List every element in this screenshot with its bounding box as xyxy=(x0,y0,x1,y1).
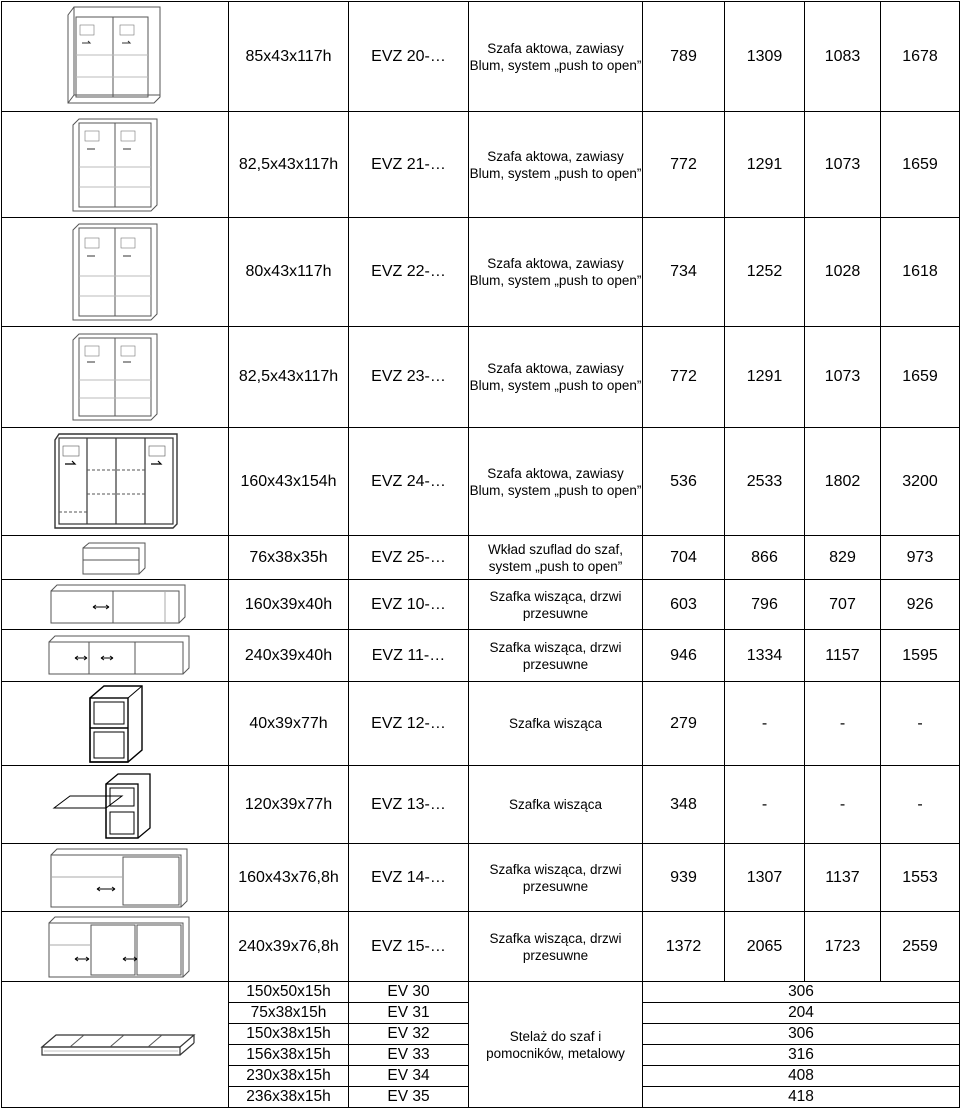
code-cell: EVZ 12-… xyxy=(349,682,469,766)
code-cell: EVZ 21-… xyxy=(349,112,469,218)
price-cell: 1595 xyxy=(881,630,960,682)
price-cell: 408 xyxy=(643,1066,960,1087)
table-row xyxy=(2,682,960,766)
tall-hanging-cabinet-icon xyxy=(2,844,229,912)
description-cell: Szafka wisząca xyxy=(469,766,643,844)
dimension-cell: 240x39x40h xyxy=(229,630,349,682)
code-cell: EVZ 11-… xyxy=(349,630,469,682)
code-cell: EVZ 13-… xyxy=(349,766,469,844)
code-cell: EVZ 24-… xyxy=(349,428,469,536)
table-row xyxy=(2,2,960,112)
filing-cabinet-icon xyxy=(2,327,229,428)
price-cell: 796 xyxy=(725,580,805,630)
description-cell: Szafka wisząca, drzwi przesuwne xyxy=(469,630,643,682)
description-cell: Szafa aktowa, zawiasy Blum, system „push to open” xyxy=(469,428,643,536)
dimension-cell: 236x38x15h xyxy=(229,1087,349,1108)
table-row xyxy=(2,218,960,327)
price-cell: 306 xyxy=(643,982,960,1003)
price-cell: 2559 xyxy=(881,912,960,982)
dimension-cell: 85x43x117h xyxy=(229,2,349,112)
table-row xyxy=(2,766,960,844)
wide-filing-cabinet-icon xyxy=(2,428,229,536)
price-cell: 946 xyxy=(643,630,725,682)
tall-hanging-cabinet-wide-icon xyxy=(2,912,229,982)
price-cell: - xyxy=(881,766,960,844)
table-row xyxy=(2,580,960,630)
code-cell: EVZ 25-… xyxy=(349,536,469,580)
dimension-cell: 160x43x76,8h xyxy=(229,844,349,912)
price-cell: 1137 xyxy=(805,844,881,912)
description-cell: Stelaż do szaf i pomocników, metalowy xyxy=(469,982,643,1108)
price-cell: 866 xyxy=(725,536,805,580)
hanging-cabinet-sliding-wide-icon xyxy=(2,630,229,682)
dimension-cell: 76x38x35h xyxy=(229,536,349,580)
code-cell: EVZ 20-… xyxy=(349,2,469,112)
price-cell: 306 xyxy=(643,1024,960,1045)
dimension-cell: 230x38x15h xyxy=(229,1066,349,1087)
dimension-cell: 80x43x117h xyxy=(229,218,349,327)
code-cell: EV 30 xyxy=(349,982,469,1003)
dimension-cell: 75x38x15h xyxy=(229,1003,349,1024)
price-cell: - xyxy=(805,766,881,844)
price-cell: 1028 xyxy=(805,218,881,327)
filing-cabinet-icon xyxy=(2,2,229,112)
price-cell: 1309 xyxy=(725,2,805,112)
code-cell: EV 31 xyxy=(349,1003,469,1024)
table-row xyxy=(2,112,960,218)
price-cell: 704 xyxy=(643,536,725,580)
price-cell: - xyxy=(725,766,805,844)
price-cell: 418 xyxy=(643,1087,960,1108)
price-cell: 939 xyxy=(643,844,725,912)
price-cell: 348 xyxy=(643,766,725,844)
description-cell: Szafa aktowa, zawiasy Blum, system „push to open” xyxy=(469,2,643,112)
price-cell: 1334 xyxy=(725,630,805,682)
shelf-cabinet-icon xyxy=(2,682,229,766)
description-cell: Szafa aktowa, zawiasy Blum, system „push to open” xyxy=(469,218,643,327)
code-cell: EVZ 15-… xyxy=(349,912,469,982)
price-cell: 1291 xyxy=(725,112,805,218)
table-row xyxy=(2,428,960,536)
dimension-cell: 160x39x40h xyxy=(229,580,349,630)
description-cell: Szafka wisząca xyxy=(469,682,643,766)
description-cell: Szafka wisząca, drzwi przesuwne xyxy=(469,580,643,630)
price-cell: 1372 xyxy=(643,912,725,982)
table-row xyxy=(2,536,960,580)
description-cell: Szafka wisząca, drzwi przesuwne xyxy=(469,844,643,912)
price-cell: 1157 xyxy=(805,630,881,682)
price-cell: 603 xyxy=(643,580,725,630)
price-cell: 2065 xyxy=(725,912,805,982)
price-cell: 973 xyxy=(881,536,960,580)
price-cell: 1802 xyxy=(805,428,881,536)
price-cell: 1723 xyxy=(805,912,881,982)
dimension-cell: 82,5x43x117h xyxy=(229,112,349,218)
price-cell: 772 xyxy=(643,112,725,218)
hanging-cabinet-sliding-icon xyxy=(2,580,229,630)
dimension-cell: 156x38x15h xyxy=(229,1045,349,1066)
price-cell: - xyxy=(805,682,881,766)
filing-cabinet-icon xyxy=(2,218,229,327)
price-cell: 2533 xyxy=(725,428,805,536)
code-cell: EVZ 23-… xyxy=(349,327,469,428)
dimension-cell: 150x50x15h xyxy=(229,982,349,1003)
code-cell: EV 34 xyxy=(349,1066,469,1087)
price-cell: 926 xyxy=(881,580,960,630)
table-row xyxy=(2,912,960,982)
price-cell: 1252 xyxy=(725,218,805,327)
code-cell: EV 33 xyxy=(349,1045,469,1066)
price-cell: 3200 xyxy=(881,428,960,536)
metal-frame-icon xyxy=(2,982,229,1108)
code-cell: EVZ 22-… xyxy=(349,218,469,327)
table-row xyxy=(2,327,960,428)
price-cell: 204 xyxy=(643,1003,960,1024)
drawer-insert-icon xyxy=(2,536,229,580)
price-cell: - xyxy=(881,682,960,766)
shelf-cabinet-with-board-icon xyxy=(2,766,229,844)
price-cell: 1307 xyxy=(725,844,805,912)
price-cell: 734 xyxy=(643,218,725,327)
table-row xyxy=(2,982,960,1003)
dimension-cell: 82,5x43x117h xyxy=(229,327,349,428)
dimension-cell: 160x43x154h xyxy=(229,428,349,536)
filing-cabinet-icon xyxy=(2,112,229,218)
dimension-cell: 120x39x77h xyxy=(229,766,349,844)
price-cell: 1073 xyxy=(805,327,881,428)
price-cell: 1291 xyxy=(725,327,805,428)
dimension-cell: 40x39x77h xyxy=(229,682,349,766)
table-row xyxy=(2,630,960,682)
price-table xyxy=(1,1,960,1108)
price-cell: 316 xyxy=(643,1045,960,1066)
code-cell: EVZ 14-… xyxy=(349,844,469,912)
price-cell: 772 xyxy=(643,327,725,428)
table-row xyxy=(2,844,960,912)
price-cell: - xyxy=(725,682,805,766)
price-cell: 1073 xyxy=(805,112,881,218)
price-cell: 789 xyxy=(643,2,725,112)
dimension-cell: 240x39x76,8h xyxy=(229,912,349,982)
price-cell: 1618 xyxy=(881,218,960,327)
price-cell: 1659 xyxy=(881,327,960,428)
price-cell: 279 xyxy=(643,682,725,766)
price-cell: 1678 xyxy=(881,2,960,112)
description-cell: Wkład szuflad do szaf, system „push to open” xyxy=(469,536,643,580)
price-cell: 1553 xyxy=(881,844,960,912)
code-cell: EV 35 xyxy=(349,1087,469,1108)
description-cell: Szafka wisząca, drzwi przesuwne xyxy=(469,912,643,982)
code-cell: EV 32 xyxy=(349,1024,469,1045)
dimension-cell: 150x38x15h xyxy=(229,1024,349,1045)
description-cell: Szafa aktowa, zawiasy Blum, system „push to open” xyxy=(469,112,643,218)
price-cell: 1083 xyxy=(805,2,881,112)
price-cell: 829 xyxy=(805,536,881,580)
price-cell: 536 xyxy=(643,428,725,536)
description-cell: Szafa aktowa, zawiasy Blum, system „push to open” xyxy=(469,327,643,428)
code-cell: EVZ 10-… xyxy=(349,580,469,630)
price-cell: 1659 xyxy=(881,112,960,218)
price-cell: 707 xyxy=(805,580,881,630)
